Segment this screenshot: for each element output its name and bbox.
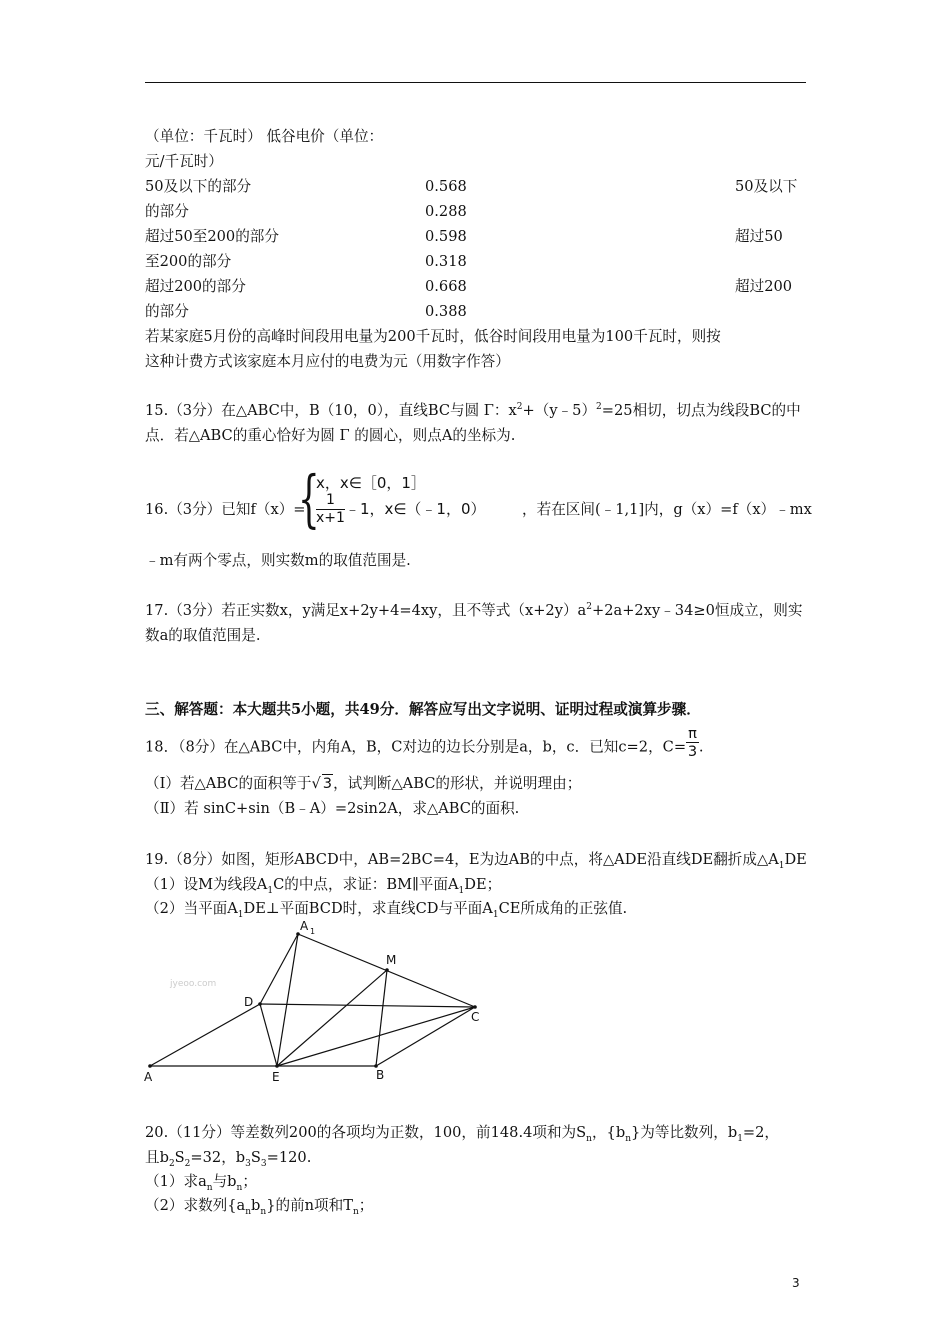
fraction: $\frac{\pi}{3}$ xyxy=(687,725,698,760)
table-cell: 0.568 xyxy=(425,178,467,195)
table-cell: 的部分 xyxy=(145,303,189,320)
label-A1-sub: 1 xyxy=(310,927,316,936)
table-note-2: 这种计费方式该家庭本月应付的电费为元（用数字作答） xyxy=(145,353,510,370)
table-cell: 至200的部分 xyxy=(145,253,232,270)
label-C: C xyxy=(471,1010,480,1024)
table-cell: 超过50 xyxy=(735,228,783,245)
piecewise-function xyxy=(298,462,518,536)
question-16-suffix: ，若在区间(﹣1,1]内，g（x）=f（x）﹣mx xyxy=(522,501,812,518)
label-E: E xyxy=(272,1070,280,1084)
question-15-line-2: 点．若△ABC的重心恰好为圆 Γ 的圆心，则点A的坐标为. xyxy=(145,427,516,444)
table-cell: 0.288 xyxy=(425,203,467,220)
header-rule xyxy=(145,82,806,83)
question-20-line-3: （1）求$a_n$与$b_n$； xyxy=(145,1173,257,1193)
question-17-line-1: 17.（3分）若正实数x，y满足x+2y+4=4xy，且不等式$(x+2y)a^2+2a+2xy﹣34\ge 0$恒成立，则实 xyxy=(145,602,803,619)
question-19-line-2: （1）设M为线段$A_1C$的中点，求证：BM∥平面$A_1DE$； xyxy=(145,876,502,896)
label-B: B xyxy=(376,1068,385,1082)
page-number: 3 xyxy=(792,1276,800,1290)
table-cell: 0.598 xyxy=(425,228,467,245)
question-19-line-3: （2）当平面$A_1DE\perp$平面BCD时，求直线CD与平面$A_1CE$所成角的正弦值. xyxy=(145,900,628,920)
brace-glyph: { xyxy=(298,462,320,535)
question-18-line-3: （Ⅱ）若 sinC+sin（B﹣A）=2sin2A，求△ABC的面积. xyxy=(145,800,520,817)
table-cell: 超过50至200的部分 xyxy=(145,228,279,245)
label-A: A xyxy=(144,1070,153,1084)
table-cell: 0.668 xyxy=(425,278,467,295)
watermark: jyeoo.com xyxy=(170,979,217,989)
table-header-1: （单位：千瓦时） 低谷电价（单位： xyxy=(145,128,384,145)
table-cell: 超过200的部分 xyxy=(145,278,246,295)
table-cell: 的部分 xyxy=(145,203,189,220)
table-cell: 50及以下的部分 xyxy=(145,178,252,195)
question-15-line-1: 15.（3分）在△ABC中，B（10，0），直线BC与圆 Γ：$x^2+(y﹣5)^2=25$相切，切点为线段BC的中 xyxy=(145,402,801,419)
table-row xyxy=(145,253,805,271)
question-17-line-2: 数a的取值范围是. xyxy=(145,627,261,644)
question-16-prefix: 16.（3分）已知f（x）= xyxy=(145,501,306,518)
question-16-line-2: ﹣m有两个零点，则实数m的取值范围是. xyxy=(145,552,411,569)
table-header-2: 元/千瓦时） xyxy=(145,153,223,170)
piecewise-row-2: $\frac{1}{x+1}$ ﹣1，x∈（﹣1，0） xyxy=(316,492,486,526)
piecewise-row-1: x，x∈［0，1］ xyxy=(316,474,426,492)
question-18-line-1: 18．（8分）在△ABC中，内角A，B，C对边的边长分别是a，b，c．已知c=2，C= $\frac{\pi}{3}$ . xyxy=(145,725,704,760)
question-18-line-2: （Ⅰ）若△ABC的面积等于√ 3，试判断△ABC的形状，并说明理由； xyxy=(145,775,582,792)
label-M: M xyxy=(386,953,397,967)
question-20-line-2: 且$b_2S_2=32$，$b_3S_3=120$. xyxy=(145,1149,312,1169)
geometry-figure xyxy=(140,918,500,1088)
question-20-line-1: 20.（11分）等差数列200的各项均为正数，100，前148.4项和为$S_n$，$\{b_n\}$为等比数列，$b_1=2$， xyxy=(145,1124,780,1144)
table-cell: 50及以下 xyxy=(735,178,798,195)
question-20-line-4: （2）求数列$\{a_nb_n\}$的前n项和$T_n$； xyxy=(145,1197,374,1217)
label-A1: A xyxy=(300,919,309,933)
table-note-1: 若某家庭5月份的高峰时间段用电量为200千瓦时，低谷时间段用电量为100千瓦时，则按 xyxy=(145,328,721,345)
fraction: $\frac{1}{x+1}$ xyxy=(316,492,345,526)
table-row xyxy=(145,228,805,246)
table-row xyxy=(145,278,805,296)
table-row xyxy=(145,178,805,196)
label-D: D xyxy=(244,995,254,1009)
table-row xyxy=(145,303,805,321)
table-row xyxy=(145,203,805,221)
table-cell: 0.388 xyxy=(425,303,467,320)
section-heading: 三、解答题：本大题共5小题，共49分．解答应写出文字说明、证明过程或演算步骤． xyxy=(145,701,701,718)
table-cell: 0.318 xyxy=(425,253,467,270)
table-cell: 超过200 xyxy=(735,278,793,295)
question-19-line-1: 19.（8分）如图，矩形ABCD中，AB=2BC=4，E为边AB的中点，将△ADE沿直线DE翻折成$\triangle A_1DE$ xyxy=(145,851,807,871)
